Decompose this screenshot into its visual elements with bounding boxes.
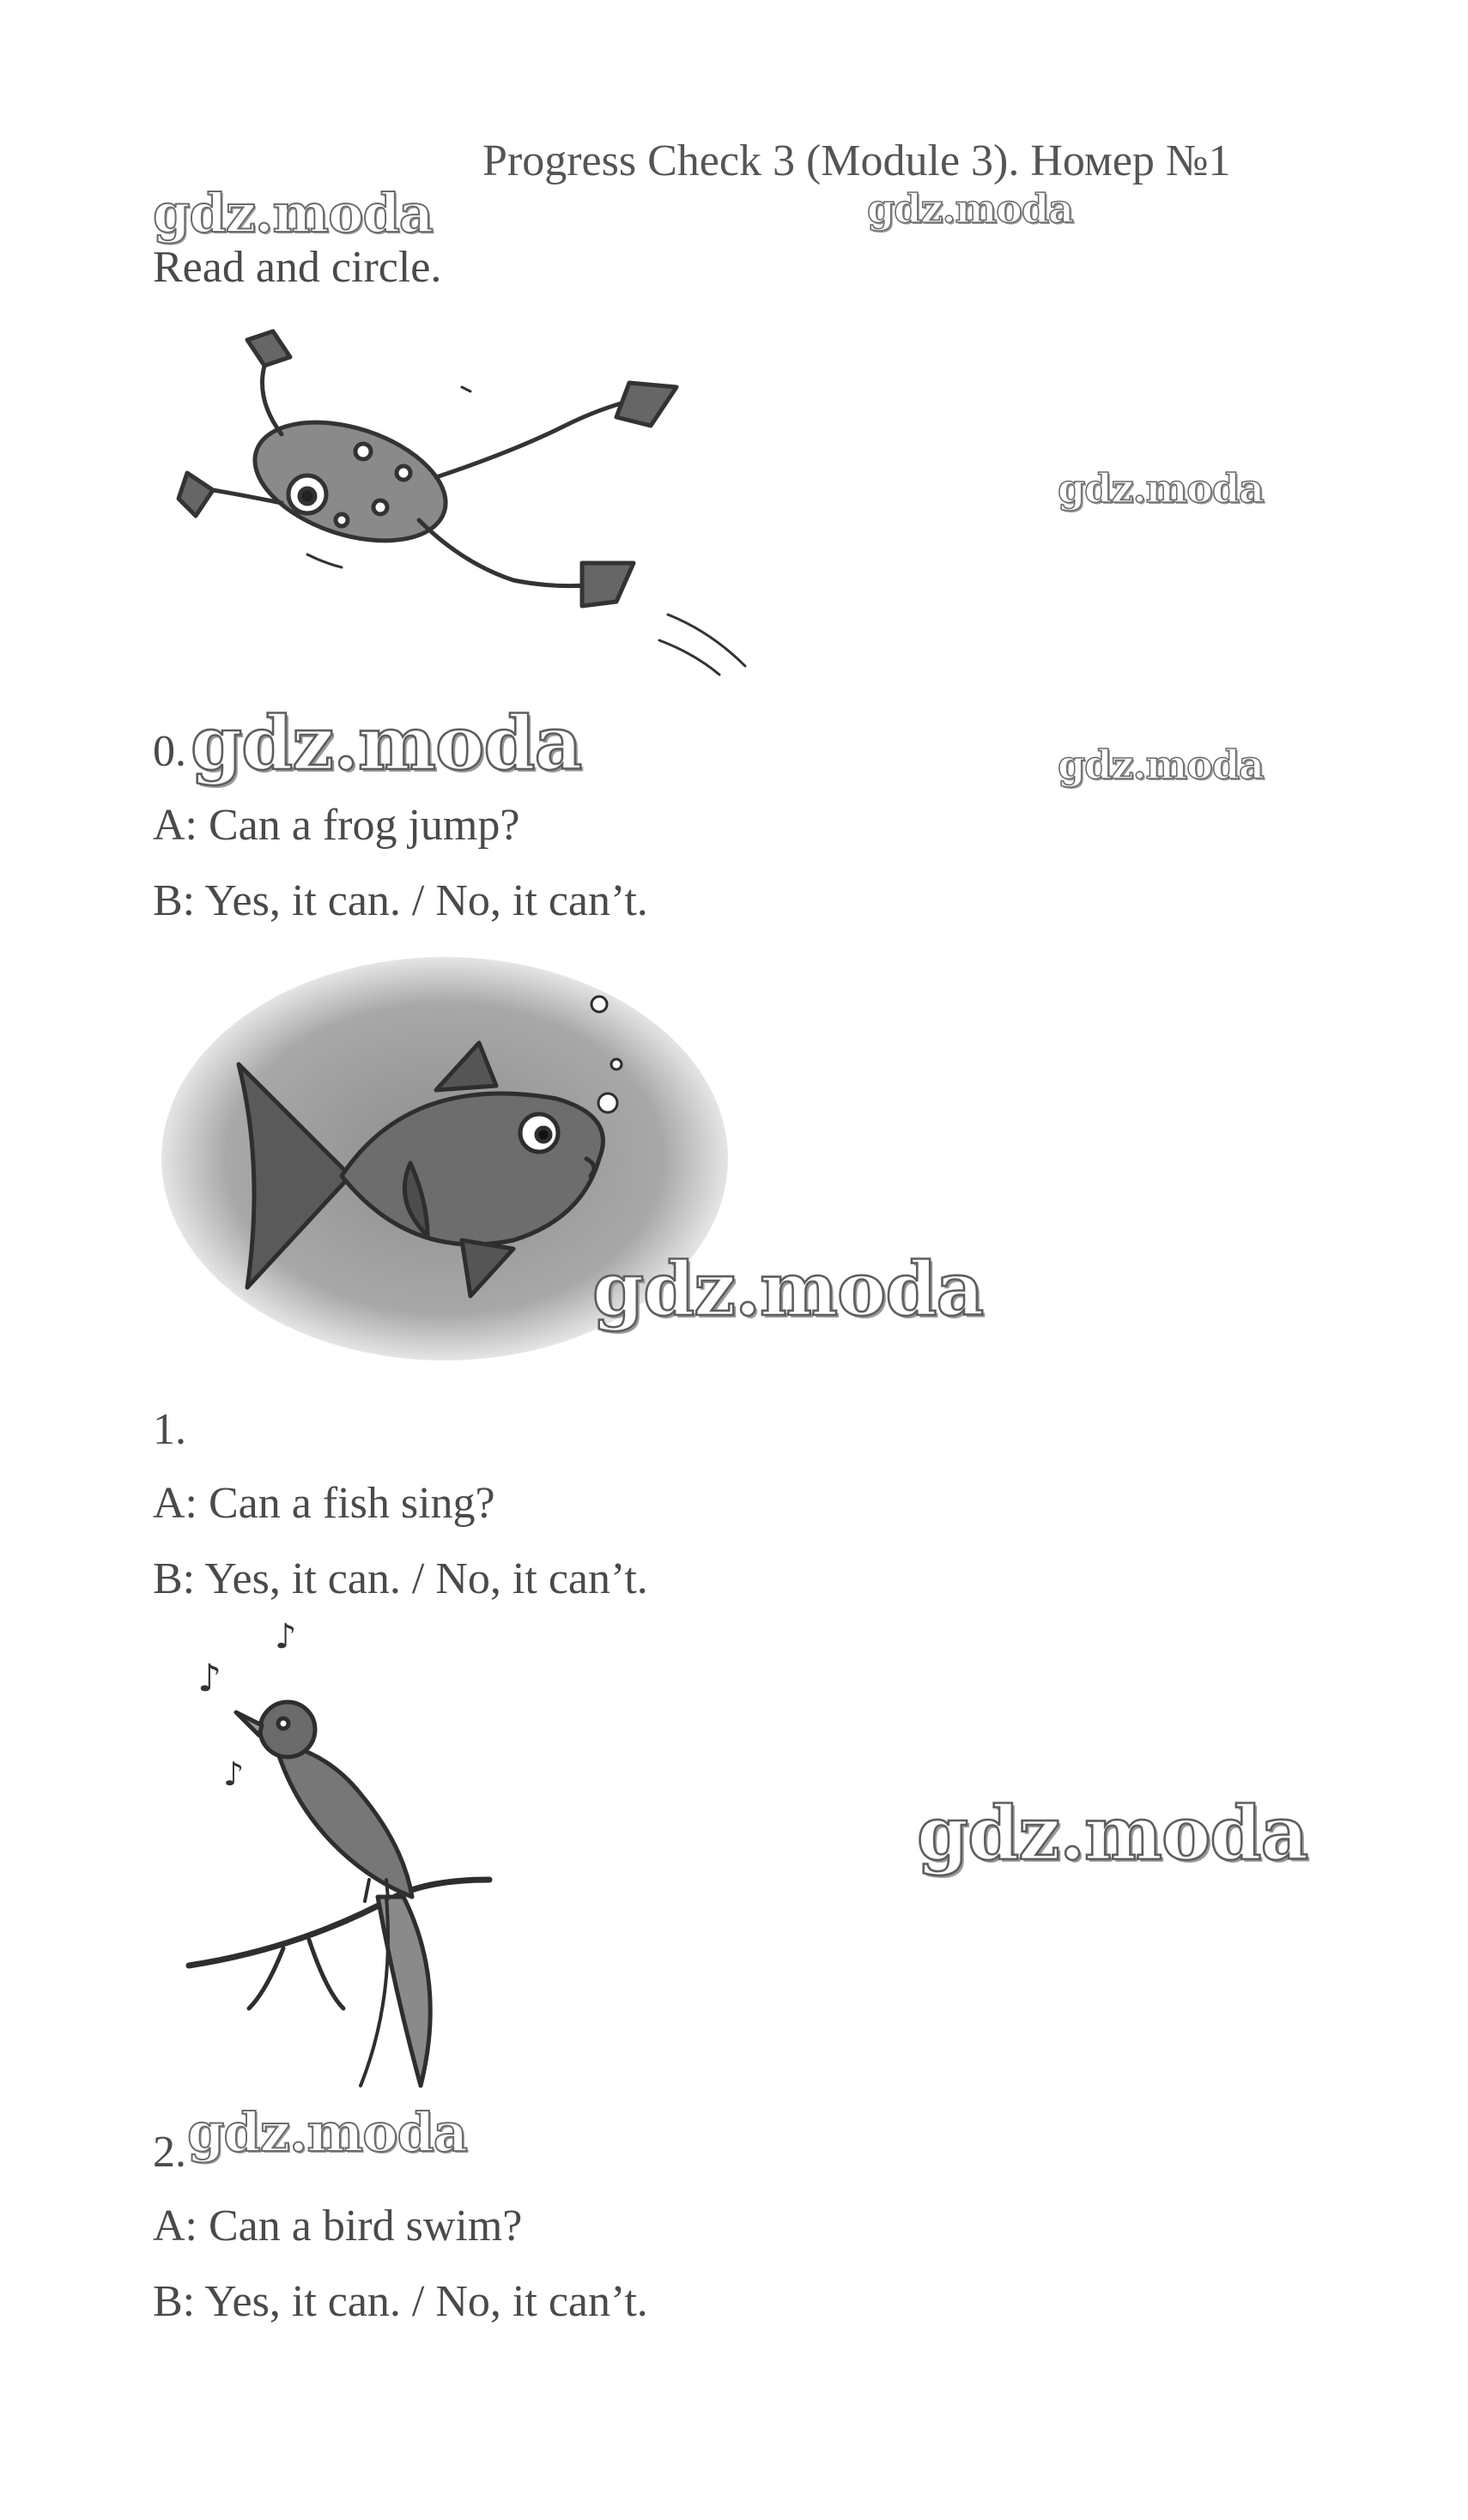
svg-text:♪: ♪ xyxy=(275,1617,297,1657)
frog-icon xyxy=(153,306,771,700)
answer-options: B: Yes, it can. / No, it can’t. xyxy=(153,876,648,925)
question-text: A: Can a frog jump? xyxy=(153,801,520,850)
item-number: 1. xyxy=(153,1405,186,1454)
question-text: A: Can a bird swim? xyxy=(153,2202,523,2250)
question-text: A: Can a fish sing? xyxy=(153,1479,495,1528)
svg-text:♪: ♪ xyxy=(197,1657,222,1700)
watermark: gdz.moda xyxy=(917,1790,1308,1877)
watermark: gdz.moda xyxy=(1058,465,1264,512)
watermark: gdz.moda xyxy=(191,700,582,787)
item-number: 0. xyxy=(153,727,186,776)
bird-icon xyxy=(172,1617,532,2103)
watermark: gdz.moda xyxy=(153,182,433,245)
answer-options: B: Yes, it can. / No, it can’t. xyxy=(153,1554,648,1603)
watermark: gdz.moda xyxy=(592,1246,984,1333)
item-number: 2. xyxy=(153,2128,186,2177)
watermark: gdz.moda xyxy=(1058,742,1264,788)
instruction-text: Read and circle. xyxy=(153,243,442,292)
svg-text:♪: ♪ xyxy=(223,1755,245,1793)
answer-options: B: Yes, it can. / No, it can’t. xyxy=(153,2277,648,2326)
page-title: Progress Check 3 (Module 3). Номер №1 xyxy=(482,136,1231,185)
watermark: gdz.moda xyxy=(187,2101,467,2164)
watermark: gdz.moda xyxy=(867,185,1073,232)
